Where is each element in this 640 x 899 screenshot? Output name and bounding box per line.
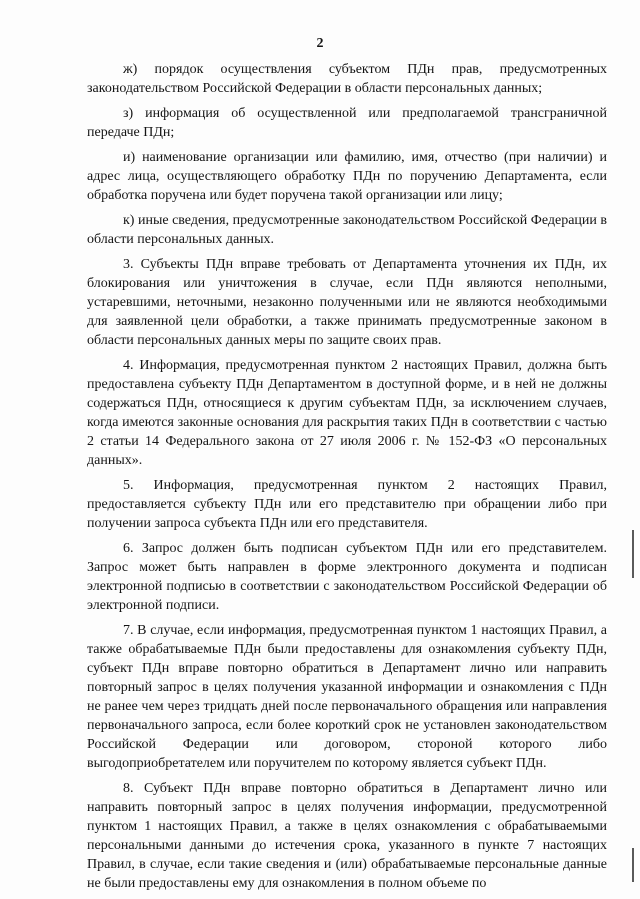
scan-edge-mark-upper [632, 530, 634, 578]
document-body [87, 60, 607, 899]
paragraph-z: з) информация об осуществленной или предполагаемой трансграничной передаче ПДн; [87, 106, 607, 140]
scan-edge-mark-lower [632, 848, 634, 882]
page-number: 2 [316, 36, 324, 51]
paragraph-3: 3. Субъекты ПДн вправе требовать от Департамента уточнения их ПДн, их блокирования или уничтожения в случае, если ПДн являются неполными, устаревшими, неточными, незаконно полученными или не являются необходимыми для заявленной цели обработки, а также принимать предусмотренные законом в области персональных данных меры по защите своих прав. [87, 257, 607, 348]
paragraph-4: 4. Информация, предусмотренная пунктом 2 настоящих Правил, должна быть предоставлена субъекту ПДн Департаментом в доступной форме, и в ней не должны содержаться ПДн, относящиеся к другим субъектам ПДн, за исключением случаев, когда имеются законные основания для раскрытия таких ПДн в соответствии с частью 2 статьи 14 Федерального закона от 27 июля 2006 г. № 152-ФЗ «О персональных данных». [87, 358, 607, 468]
paragraph-6: 6. Запрос должен быть подписан субъектом ПДн или его представителем. Запрос может быть направлен в форме электронного документа и подписан электронной подписью в соответствии с законодательством Российской Федерации об электронной подписи. [87, 541, 607, 613]
paragraph-5: 5. Информация, предусмотренная пунктом 2 настоящих Правил, предоставляется субъекту ПДн или его представителю при обращении либо при получении запроса субъекта ПДн или его представителя. [87, 478, 607, 531]
paragraph-8: 8. Субъект ПДн вправе повторно обратиться в Департамент лично или направить повторный запрос в целях получения информации, предусмотренной пунктом 1 настоящих Правил, а также в целях ознакомления с обрабатываемыми персональными данными до истечения срока, указанного в пункте 7 настоящих Правил, в случае, если такие сведения и (или) обрабатываемые персональные данные не были предоставлены ему для ознакомления в полном объеме по [87, 781, 607, 891]
paragraph-k: к) иные сведения, предусмотренные законодательством Российской Федерации в области персональных данных. [87, 213, 608, 247]
paragraph-i: и) наименование организации или фамилию, имя, отчество (при наличии) и адрес лица, осуществляющего обработку ПДн по поручению Департамента, если обработка поручена или будет поручена такой организации или лицу; [87, 150, 607, 203]
paragraph-7: 7. В случае, если информация, предусмотренная пунктом 1 настоящих Правил, а также обрабатываемые ПДн были предоставлены для ознакомления субъекту ПДн, субъект ПДн вправе повторно обратиться в Департамент лично или направить повторный запрос в целях получения указанной информации и ознакомления с ПДн не ранее чем через тридцать дней после первоначального обращения или направления первоначального запроса, если более короткий срок не установлен законодательством Российской Федерации или договором, стороной которого либо выгодоприобретателем или поручителем по которому является субъект ПДн. [87, 623, 607, 771]
paragraph-zh: ж) порядок осуществления субъектом ПДн прав, предусмотренных законодательством Российской Федерации в области персональных данных; [87, 62, 607, 96]
